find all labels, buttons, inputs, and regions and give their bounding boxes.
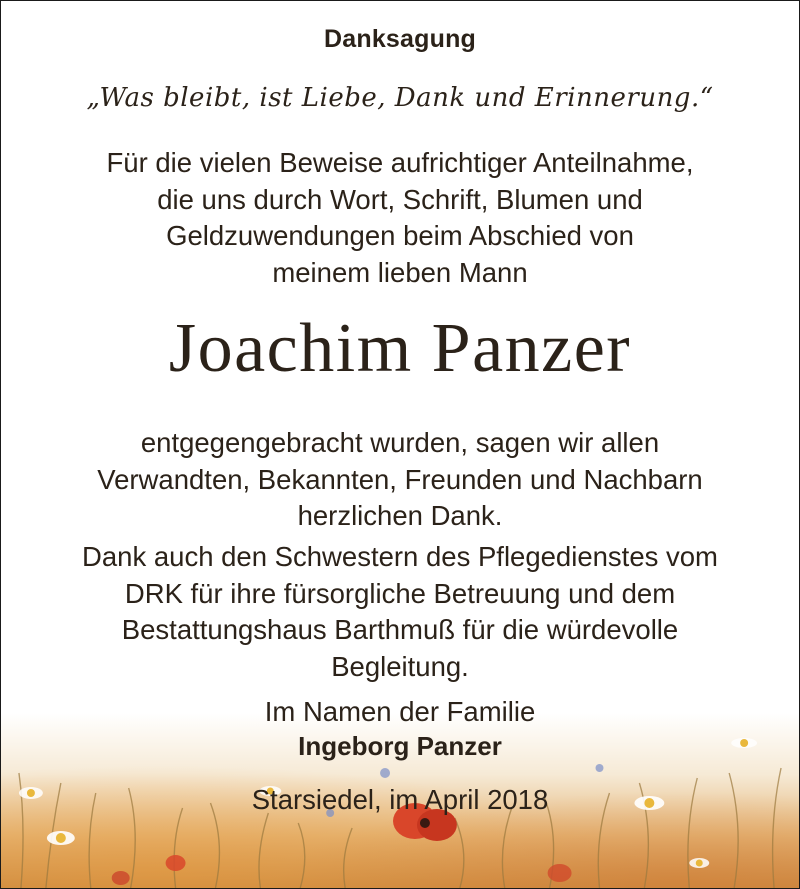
notice-quote: „Was bleibt, ist Liebe, Dank und Erinnerung.“ bbox=[86, 83, 714, 113]
text-line: Bestattungshaus Barthmuß für die würdevolle bbox=[121, 614, 679, 645]
text-line: Geldzuwendungen beim Abschied von bbox=[166, 220, 634, 251]
signature-name: Ingeborg Panzer bbox=[298, 731, 502, 761]
text-line: Begleitung. bbox=[331, 650, 469, 682]
deceased-name: Joachim Panzer bbox=[168, 310, 632, 387]
text-line: meinem lieben Mann bbox=[272, 256, 528, 288]
text-line: DRK für ihre fürsorgliche Betreuung und dem bbox=[124, 577, 676, 609]
place-date: Starsiedel, im April 2018 bbox=[251, 784, 549, 815]
text-line: Dank auch den Schwestern des Pflegedienstes vom bbox=[82, 541, 718, 572]
text-line: entgegengebracht wurden, sagen wir allen bbox=[140, 427, 660, 458]
notice-title: Danksagung bbox=[323, 25, 477, 53]
text-line: die uns durch Wort, Schrift, Blumen und bbox=[157, 183, 643, 215]
thanks-paragraph-2 bbox=[31, 425, 769, 535]
text-line: herzlichen Dank. bbox=[297, 500, 503, 531]
thanks-paragraph-3 bbox=[31, 539, 769, 685]
signature-intro: Im Namen der Familie bbox=[264, 696, 536, 727]
thanks-paragraph-1 bbox=[31, 145, 769, 291]
text-line: Verwandten, Bekannten, Freunden und Nachbarn bbox=[97, 463, 703, 495]
text-line: Für die vielen Beweise aufrichtiger Anteilnahme, bbox=[106, 147, 694, 178]
